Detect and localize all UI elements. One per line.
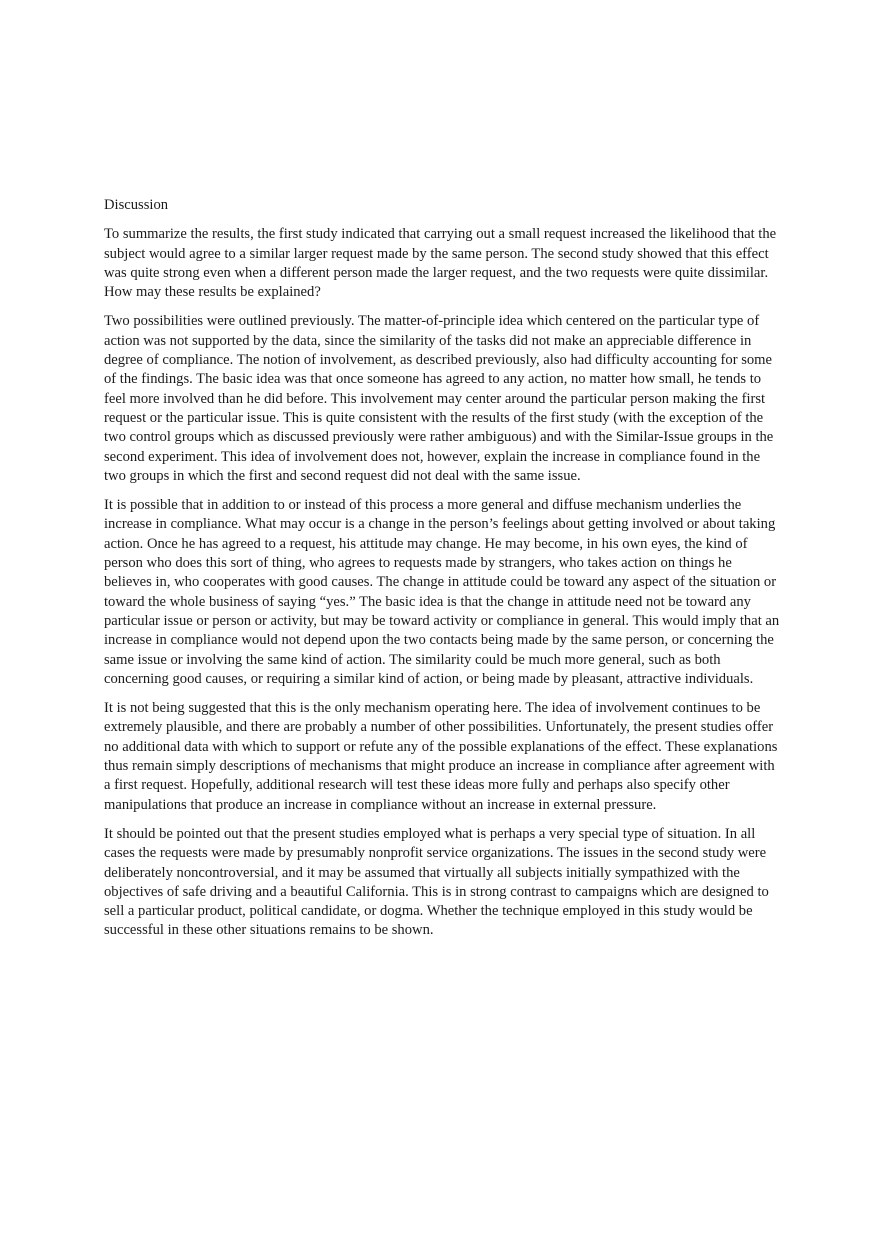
document-page — [104, 196, 780, 951]
paragraph-general-mechanism: It is possible that in addition to or instead of this process a more general and diffuse mechanism underlies the increase in compliance. What may occur is a change in the person’s feelings about getting involved or about taking action. Once he has agreed to a request, his attitude may change. He may become, in his own eyes, the kind of person who does this sort of thing, who agrees to requests made by strangers, who takes action on things he believes in, who cooperates with good causes. The change in attitude could be toward any aspect of the situation or toward the whole business of saying “yes.” The basic idea is that the change in attitude need not be toward any particular issue or person or activity, but may be toward activity or compliance in general. This would imply that an increase in compliance would not depend upon the two contacts being made by the same person, or concerning the same issue or involving the same kind of action. The similarity could be much more general, such as both concerning good causes, or requiring a similar kind of action, or being made by pleasant, attractive individuals. — [104, 497, 780, 687]
paragraph-possibilities: Two possibilities were outlined previously. The matter-of-principle idea which centered on the particular type of action was not supported by the data, since the similarity of the tasks did not make an appreciable difference in degree of compliance. The notion of involvement, as described previously, also had difficulty accounting for some of the findings. The basic idea was that once someone has agreed to any action, no matter how small, he tends to feel more involved than he did before. This involvement may center around the particular person making the first request or the particular issue. This is quite consistent with the results of the first study (with the exception of the two control groups which as discussed previously were rather ambiguous) and with the Similar-Issue groups in the second experiment. This idea of involvement does not, however, explain the increase in compliance found in the two groups in which the first and second request did not deal with the same issue. — [104, 313, 774, 484]
paragraph-other-mechanisms: It is not being suggested that this is the only mechanism operating here. The idea of involvement continues to be extremely plausible, and there are probably a number of other possibilities. Unfortunately, the present studies offer no additional data with which to support or refute any of the possible explanations of the effect. These explanations thus remain simply descriptions of mechanisms that might produce an increase in compliance after agreement with a first request. Hopefully, additional research will test these ideas more fully and perhaps also specify other manipulations that produce an increase in compliance without an increase in external pressure. — [104, 700, 778, 813]
paragraph-summary: To summarize the results, the first study indicated that carrying out a small request increased the likelihood that the subject would agree to a similar larger request made by the same person. The second study showed that this effect was quite strong even when a different person made the larger request, and the two requests were quite dissimilar. How may these results be explained? — [104, 226, 777, 301]
paragraph-special-situation: It should be pointed out that the present studies employed what is perhaps a very special type of situation. In all cases the requests were made by presumably nonprofit service organizations. The issues in the second study were deliberately noncontroversial, and it may be assumed that virtually all subjects initially sympathized with the objectives of safe driving and a beautiful California. This is in strong contrast to campaigns which are designed to sell a particular product, political candidate, or dogma. Whether the technique employed in this study would be successful in these other situations remains to be shown. — [104, 825, 769, 939]
section-heading: Discussion — [104, 197, 169, 213]
